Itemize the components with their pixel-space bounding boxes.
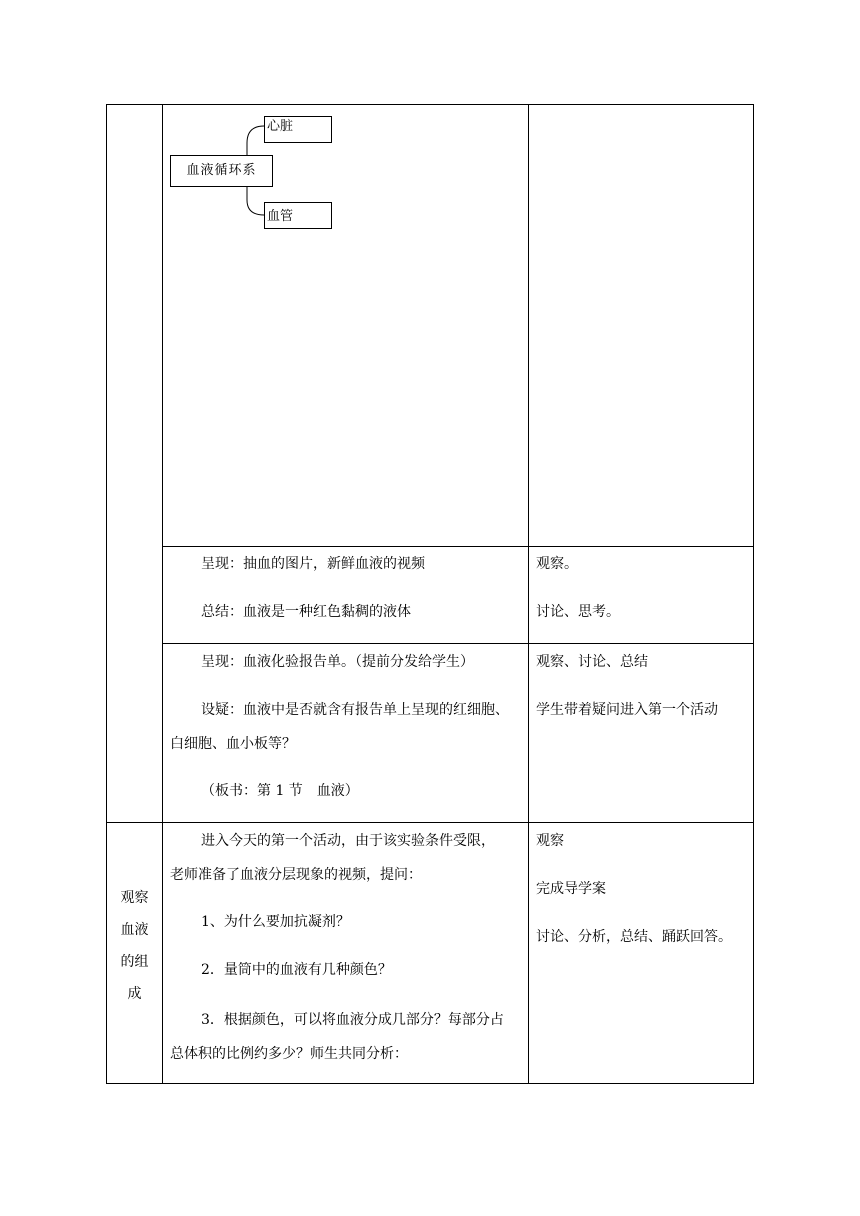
teacher-text: （板书：第 1 节 血液） xyxy=(201,783,359,799)
student-text: 观察。 xyxy=(536,556,578,572)
diagram-root-label: 血液循环系 xyxy=(186,163,257,178)
section-label-line: 观察 xyxy=(120,890,149,906)
teacher-text: 2．量筒中的血液有几种颜色？ xyxy=(201,962,392,978)
teacher-text: 呈现：抽血的图片，新鲜血液的视频 xyxy=(201,556,425,572)
diagram-branch-box xyxy=(264,202,332,229)
teacher-text: 老师准备了血液分层现象的视频，提问： xyxy=(170,867,422,883)
section-label-line: 成 xyxy=(127,986,142,1002)
student-text: 学生带着疑问进入第一个活动 xyxy=(536,702,718,718)
teacher-text: 进入今天的第一个活动，由于该实验条件受限， xyxy=(201,833,495,849)
diagram-branch-label: 血管 xyxy=(267,209,294,224)
section-label-line: 的组 xyxy=(120,954,149,970)
student-text: 观察、讨论、总结 xyxy=(536,654,648,670)
section-label xyxy=(107,882,162,1010)
teacher-text: 总体积的比例约多少？师生共同分析： xyxy=(170,1046,408,1062)
diagram-branch-box xyxy=(264,116,332,143)
student-text: 讨论、分析，总结、踊跃回答。 xyxy=(536,929,732,945)
student-text: 完成导学案 xyxy=(536,881,606,897)
teacher-text: 呈现：血液化验报告单。（提前分发给学生） xyxy=(201,654,474,670)
section-label-line: 血液 xyxy=(120,922,149,938)
teacher-text: 设疑：血液中是否就含有报告单上呈现的红细胞、 xyxy=(201,702,509,718)
diagram-branch-label: 心脏 xyxy=(267,119,294,134)
diagram-root-box xyxy=(170,155,273,187)
teacher-text: 1、为什么要加抗凝剂？ xyxy=(201,914,350,930)
teacher-text: 总结：血液是一种红色黏稠的液体 xyxy=(201,604,411,620)
student-text: 讨论、思考。 xyxy=(536,604,620,620)
teacher-text: 白细胞、血小板等？ xyxy=(170,736,296,752)
student-text: 观察 xyxy=(536,833,564,849)
teacher-text: 3．根据颜色，可以将血液分成几部分？每部分占 xyxy=(201,1012,504,1028)
